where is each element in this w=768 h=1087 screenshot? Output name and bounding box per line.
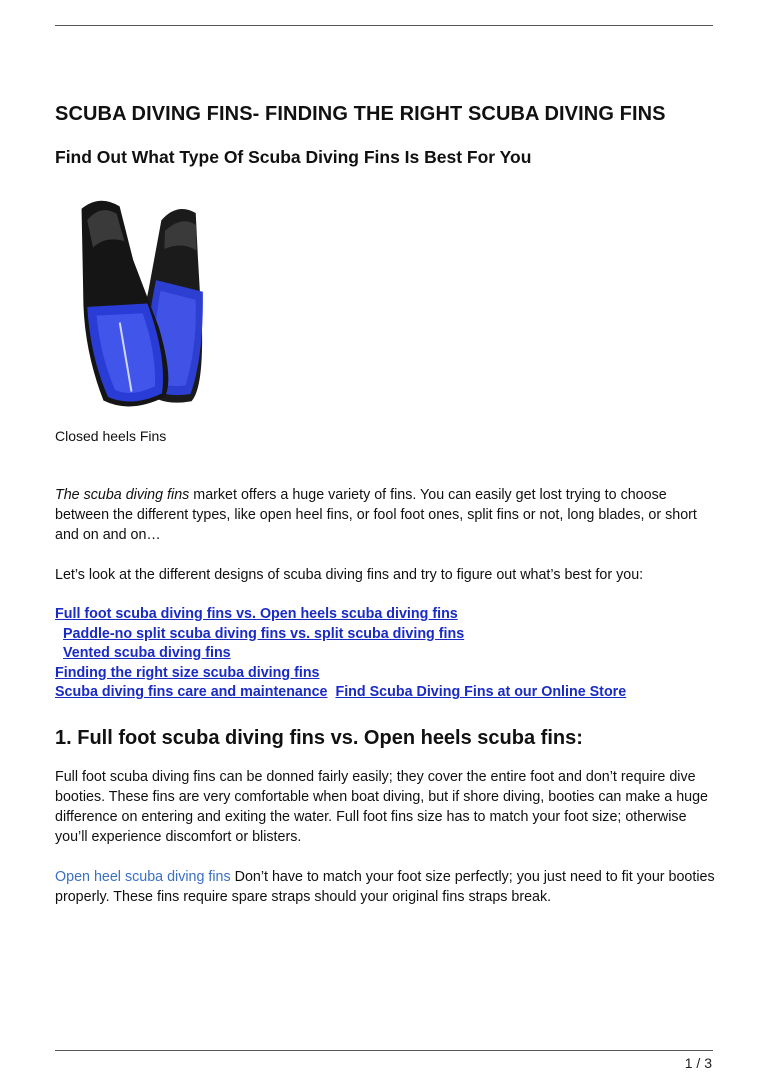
open-heel-text: Don’t have to match your foot size perfectly; you just need to fit your booties properly. These fins require spare straps should your original fins straps break. [55, 868, 715, 905]
toc-link-online-store[interactable]: Find Scuba Diving Fins at our Online Store [335, 684, 627, 700]
document-body [55, 100, 715, 907]
section-heading: 1. Full foot scuba diving fins vs. Open heels scuba fins: [55, 726, 583, 749]
full-foot-paragraph: Full foot scuba diving fins can be donned fairly easily; they cover the entire foot and don’t require dive booties. These fins are very comfortable when boat diving, but if shore diving, booties can make a huge difference on entering and exiting the water. Full foot fins size has to match your foot size; otherwise you’ll experience discomfort or blisters. [55, 768, 709, 845]
page-title: SCUBA DIVING FINS- FINDING THE RIGHT SCUBA DIVING FINS [55, 103, 666, 125]
lookat-paragraph: Let’s look at the different designs of scuba diving fins and try to figure out what’s best for you: [55, 567, 644, 583]
page-number: 1 / 3 [684, 1055, 712, 1071]
intro-text: market offers a huge variety of fins. You can easily get lost trying to choose between the different types, like open heel fins, or fool foot ones, split fins or not, long blades, or short and on and on… [55, 487, 697, 543]
figure-caption: Closed heels Fins [55, 428, 167, 444]
footer-rule [55, 1050, 713, 1051]
open-heel-link[interactable]: Open heel scuba diving fins [55, 868, 231, 885]
header-rule [55, 25, 713, 26]
open-heel-paragraph [55, 867, 715, 907]
toc-link-paddle-split[interactable]: Paddle-no split scuba diving fins vs. split scuba diving fins [63, 625, 465, 642]
table-of-contents [55, 605, 715, 703]
toc-link-vented[interactable]: Vented scuba diving fins [63, 645, 231, 661]
toc-link-full-foot[interactable]: Full foot scuba diving fins vs. Open heels scuba diving fins [55, 606, 458, 622]
toc-link-right-size[interactable]: Finding the right size scuba diving fins [55, 664, 320, 681]
intro-paragraph [55, 485, 715, 545]
intro-italic-lead: The scuba diving fins [55, 487, 190, 503]
toc-link-care[interactable]: Scuba diving fins care and maintenance [55, 684, 328, 700]
fins-image [55, 193, 235, 413]
page-subtitle: Find Out What Type Of Scuba Diving Fins Is Best For You [55, 147, 532, 167]
